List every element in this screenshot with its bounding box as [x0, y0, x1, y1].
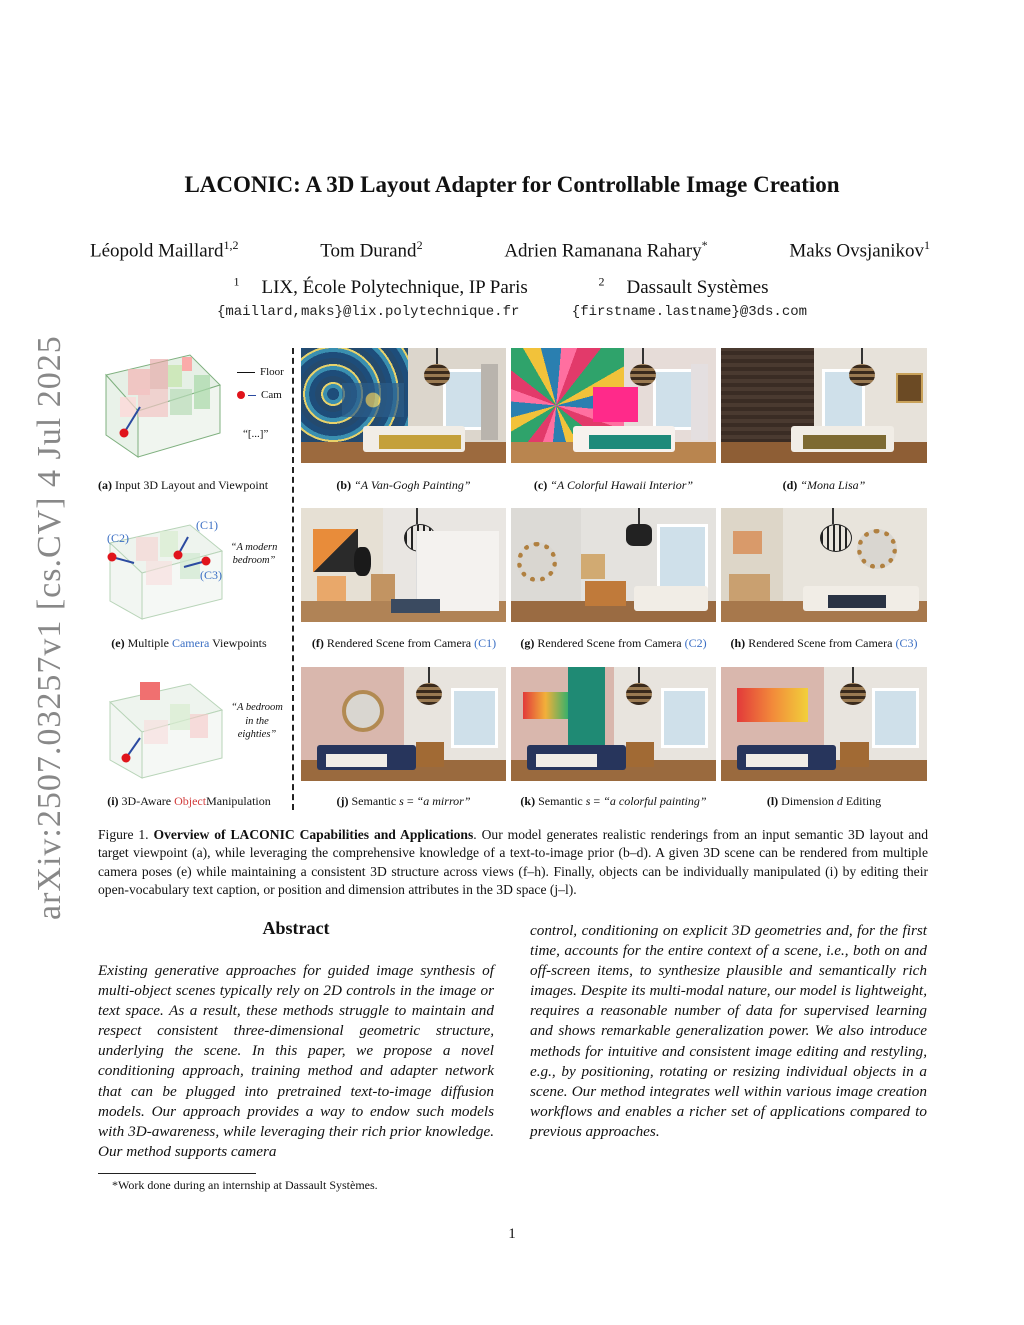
caption-c: (c) “A Colorful Hawaii Interior”: [533, 478, 694, 492]
caption-b: (b) “A Van-Gogh Painting”: [336, 478, 471, 492]
legend-floor: Floor: [237, 366, 284, 378]
author: Adrien Ramanana Rahary*: [504, 238, 708, 262]
caption-e: (e) Multiple Camera Viewpoints: [111, 636, 267, 650]
caption-l: (l) Dimension d Editing: [766, 794, 882, 808]
abstract-heading: Abstract: [262, 918, 330, 938]
render-g-cam-c2: [511, 508, 716, 622]
affiliation: $^2$ Dassault Systèmes: [598, 275, 769, 299]
caption-f: (f) Rendered Scene from Camera (C1): [311, 636, 497, 650]
figure-caption: Figure 1. Overview of LACONIC Capabilities and Applications. Our model generates realistic renderings from an input semantic 3D layout and target viewpoint (a), while leveraging the comprehensive knowledge of a text-to-image prior (b–d). A given 3D scene can be rendered from multiple camera poses (e) while maintaining a consistent 3D structure across views (f–h). Finally, objects can be individually manipulated (i) by editing their open-vocabulary text caption, or position and dimension attributes in the 3D space (j–l).: [98, 827, 928, 898]
author: Tom Durand$^2$: [320, 238, 423, 262]
camera-dot-icon: [237, 391, 245, 399]
email: {maillard,maks}@lix.polytechnique.fr: [216, 304, 520, 320]
figure-divider: [292, 348, 294, 810]
render-k-colorful-painting: [511, 667, 716, 781]
emails: [0, 304, 1024, 320]
layout-diagram-i: [100, 674, 230, 779]
paper-title: LACONIC: A 3D Layout Adapter for Controllable Image Creation: [184, 172, 840, 197]
render-b-van-gogh: [301, 348, 506, 463]
cam-label-c1: (C1): [196, 518, 218, 532]
render-j-mirror: [301, 667, 506, 781]
caption-k: (k) Semantic s = “a colorful painting”: [520, 794, 707, 808]
caption-j: (j) Semantic s = “a mirror”: [336, 794, 471, 808]
caption-a: (a) Input 3D Layout and Viewpoint: [98, 478, 269, 492]
affiliations: [0, 275, 1024, 299]
caption-d: (d) “Mona Lisa”: [782, 478, 866, 492]
author: Léopold Maillard$^{1,2}$: [90, 238, 239, 262]
author: Maks Ovsjanikov$^1$: [789, 238, 930, 262]
cam-label-c2: (C2): [107, 531, 129, 545]
render-l-dimension: [721, 667, 927, 781]
footnote: *Work done during an internship at Dassault Systèmes.: [112, 1178, 378, 1192]
legend-cam: Cam: [237, 389, 282, 401]
prompt-ellipsis: “[...]”: [243, 428, 269, 440]
abstract-left-column: Existing generative approaches for guided image synthesis of multi-object scenes typically rely on 2D controls in the image or text space. As a result, these methods struggle to maintain and respect consistent three-dimensional geometric structure, underlying the scene. In this paper, we propose a novel conditioning approach, training method and adapter network that can be plugged into pretrained text-to-image diffusion models. Our approach provides a way to endow such models with 3D-awareness, while leveraging their rich prior knowledge. Our method supports camera: [98, 962, 494, 1160]
caption-i: (i) 3D-Aware ObjectManipulation: [107, 794, 271, 808]
caption-h: (h) Rendered Scene from Camera (C3): [730, 636, 918, 650]
layout-diagram-a: [98, 345, 228, 460]
caption-g: (g) Rendered Scene from Camera (C2): [520, 636, 707, 650]
render-c-hawaii: [511, 348, 716, 463]
page-number: 1: [508, 1226, 516, 1242]
cam-label-c3: (C3): [200, 568, 222, 582]
floor-line-icon: [237, 372, 255, 373]
render-f-cam-c1: [301, 508, 506, 622]
render-d-mona-lisa: [721, 348, 927, 463]
affiliation: $^1$ LIX, École Polytechnique, IP Paris: [233, 275, 528, 299]
footnote-rule: [98, 1173, 256, 1174]
arxiv-stamp: arXiv:2507.03257v1 [cs.CV] 4 Jul 2025: [31, 335, 68, 920]
author-list: [90, 238, 930, 262]
render-h-cam-c3: [721, 508, 927, 622]
abstract-right-column: control, conditioning on explicit 3D geometries and, for the first time, accounts for the entire context of a scene, i.e., both on and off-screen items, to synthesize plausible and semantically rich images. Despite its multi-modal nature, our model is lightweight, requires a reasonable number of data for supervised learning and shows remarkable generalization power. We also introduce methods for intuitive and consistent image editing and restyling, e.g., by positioning, rotating or resizing individual objects in a scene. Our method integrates well within various image creation workflows and enables a richer set of applications compared to previous approaches.: [530, 922, 927, 1140]
prompt-modern: “A modern bedroom”: [230, 542, 278, 566]
prompt-eighties: “A bedroom in the eighties”: [231, 702, 283, 740]
email: {firstname.lastname}@3ds.com: [571, 304, 808, 320]
